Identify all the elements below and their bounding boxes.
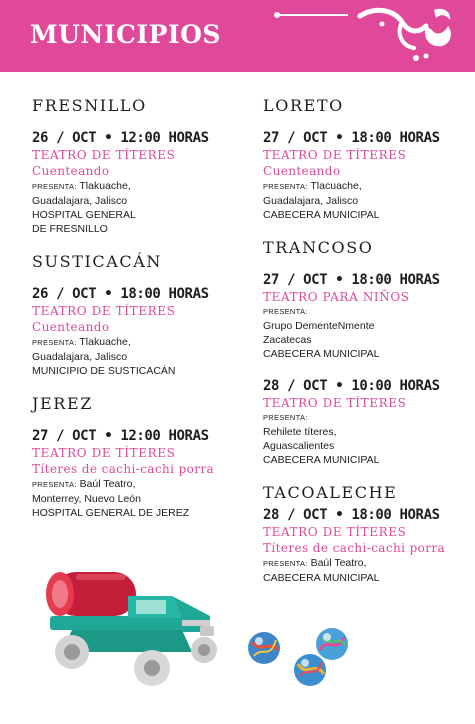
event-venue: CABECERA MUNICIPAL <box>263 209 380 221</box>
municipality-block <box>263 96 473 222</box>
event-venue: CABECERA MUNICIPAL <box>263 348 380 360</box>
municipality-name: FRESNILLO <box>32 96 147 115</box>
presenter-name: Tlacuache, <box>310 180 362 192</box>
municipality-name: SUSTICACÁN <box>32 252 162 271</box>
presenter-name: Baúl Teatro, <box>79 478 136 490</box>
event-datetime: 27 / OCT • 12:00 HORAS <box>32 428 209 444</box>
event-datetime: 27 / OCT • 18:00 HORAS <box>263 130 440 146</box>
municipality-name: JEREZ <box>32 394 93 413</box>
event-category: TEATRO PARA NIÑOS <box>263 290 410 304</box>
event-show-title: Cuenteando <box>263 164 341 178</box>
event-venue: MUNICIPIO DE SUSTICACÁN <box>32 365 176 377</box>
event-category: TEATRO DE TÍTERES <box>32 446 176 460</box>
event-show-title: Títeres de cachi-cachi porra <box>32 462 215 476</box>
page-title: MUNICIPIOS <box>30 20 221 49</box>
municipality-name: TRANCOSO <box>263 238 374 257</box>
municipality-name: LORETO <box>263 96 344 115</box>
event-category: TEATRO DE TÍTERES <box>263 396 407 410</box>
left-column <box>32 96 242 536</box>
event-category: TEATRO DE TÍTERES <box>32 304 176 318</box>
event-block <box>263 506 473 585</box>
event-datetime: 27 / OCT • 18:00 HORAS <box>263 272 440 288</box>
presenter-name: Tlakuache, <box>79 336 131 348</box>
event-show-title: Títeres de cachi-cachi porra <box>263 541 446 555</box>
event-presenter <box>32 477 242 492</box>
event-presenter <box>263 556 473 571</box>
event-datetime: 28 / OCT • 10:00 HORAS <box>263 378 440 394</box>
presenta-label: PRESENTA: <box>263 182 308 191</box>
floral-swirl-icon <box>356 4 456 64</box>
municipality-block <box>32 96 242 236</box>
municipality-block <box>32 394 242 520</box>
right-column <box>263 96 473 601</box>
presenter-name: Baúl Teatro, <box>310 557 367 569</box>
event-block <box>32 129 242 236</box>
event-datetime: 26 / OCT • 18:00 HORAS <box>32 286 209 302</box>
presenter-name: Tlakuache, <box>79 180 131 192</box>
marbles-icon <box>240 620 360 690</box>
presenter-place: Aguascalientes <box>263 440 335 452</box>
event-venue: HOSPITAL GENERAL <box>32 209 136 221</box>
presenter-place: Monterrey, Nuevo León <box>32 493 141 505</box>
event-show-title: Cuenteando <box>32 164 110 178</box>
event-venue: HOSPITAL GENERAL DE JEREZ <box>32 507 190 519</box>
event-datetime: 26 / OCT • 12:00 HORAS <box>32 130 209 146</box>
event-show-title: Cuenteando <box>32 320 110 334</box>
event-presenter <box>32 335 242 350</box>
presenter-place: Guadalajara, Jalisco <box>263 195 359 207</box>
municipality-block <box>32 252 242 378</box>
presenta-label: PRESENTA: <box>32 182 77 191</box>
event-category: TEATRO DE TÍTERES <box>263 525 407 539</box>
event-block <box>32 427 242 520</box>
event-category: TEATRO DE TÍTERES <box>263 148 407 162</box>
municipality-name: TACOALECHE <box>263 483 398 502</box>
toy-truck-icon <box>32 560 222 695</box>
municipality-block <box>263 483 473 585</box>
presenta-label: PRESENTA: <box>32 338 77 347</box>
presenter-place: Zacatecas <box>263 334 312 346</box>
presenta-label: PRESENTA: <box>263 413 308 422</box>
event-venue: DE FRESNILLO <box>32 223 108 235</box>
presenter-name: Rehilete títeres, <box>263 426 337 438</box>
header-bar <box>0 0 475 72</box>
event-block <box>32 285 242 378</box>
event-venue: CABECERA MUNICIPAL <box>263 454 380 466</box>
presenter-place: Guadalajara, Jalisco <box>32 351 128 363</box>
presenter-name: Grupo DementeNmente <box>263 320 375 332</box>
presenta-label: PRESENTA: <box>263 559 308 568</box>
event-datetime: 28 / OCT • 18:00 HORAS <box>263 507 440 523</box>
event-venue: CABECERA MUNICIPAL <box>263 572 380 584</box>
event-block <box>263 377 473 467</box>
event-presenter <box>263 179 473 194</box>
event-presenter <box>32 179 242 194</box>
presenta-label: PRESENTA: <box>32 480 77 489</box>
event-category: TEATRO DE TÍTERES <box>32 148 176 162</box>
municipality-block <box>263 238 473 467</box>
presenta-label: PRESENTA: <box>263 307 308 316</box>
event-block <box>263 271 473 361</box>
event-block <box>263 129 473 222</box>
header-divider <box>278 14 348 16</box>
presenter-place: Guadalajara, Jalisco <box>32 195 128 207</box>
